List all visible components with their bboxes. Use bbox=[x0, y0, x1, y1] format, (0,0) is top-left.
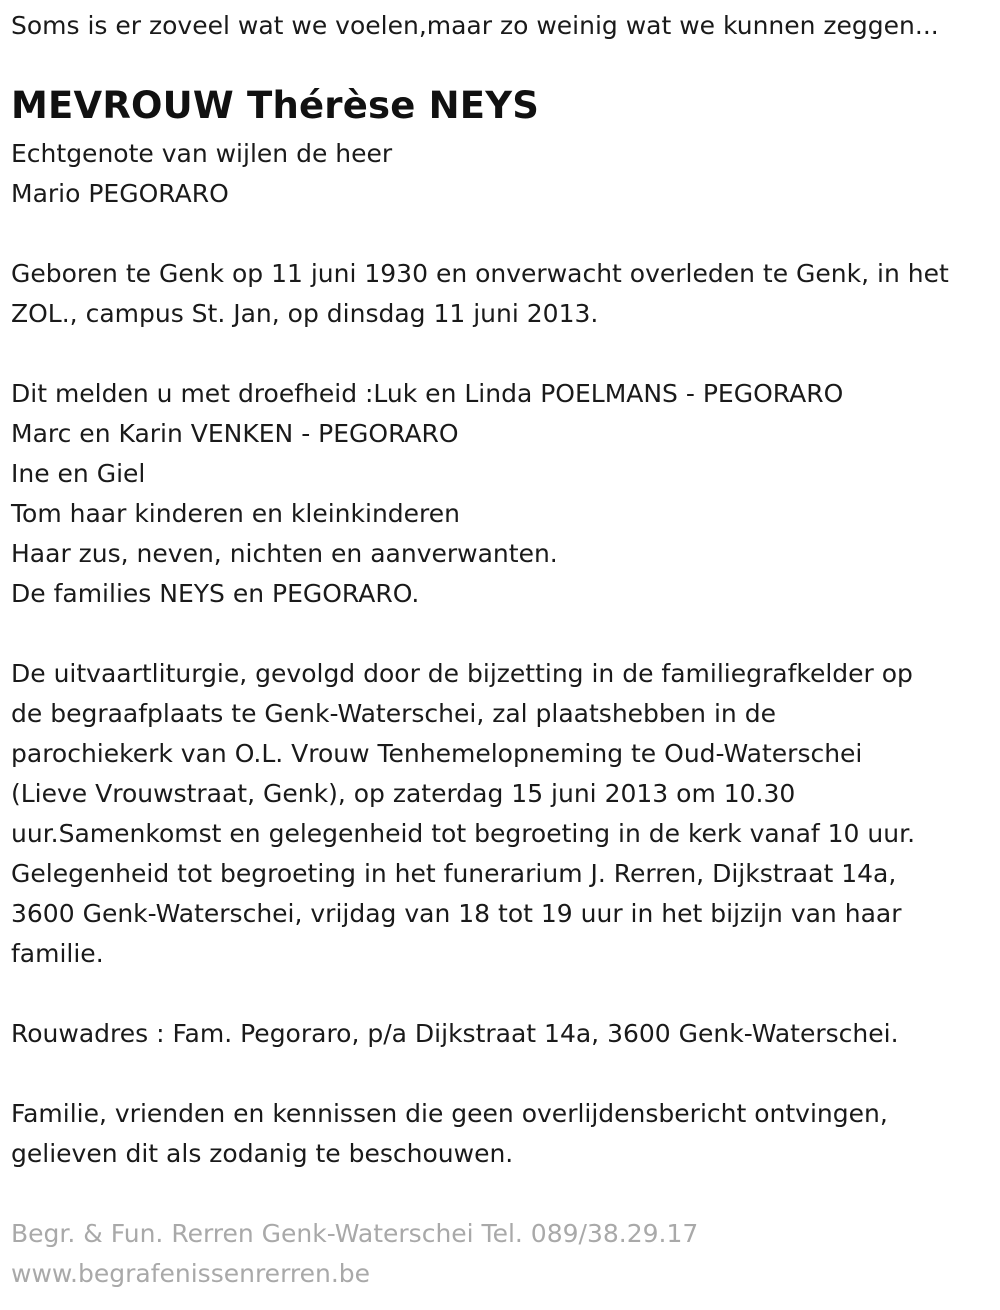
funeral-line: de begraafplaats te Genk-Waterschei, zal plaatshebben in de bbox=[11, 699, 776, 728]
family-line: Ine en Giel bbox=[11, 459, 146, 488]
notice-line: Familie, vrienden en kennissen die geen overlijdensbericht ontvingen, bbox=[11, 1099, 888, 1128]
motto-text: Soms is er zoveel wat we voelen,maar zo weinig wat we kunnen zeggen... bbox=[11, 11, 939, 40]
funeral-line: Gelegenheid tot begroeting in het funerarium J. Rerren, Dijkstraat 14a, bbox=[11, 859, 897, 888]
spouse-section bbox=[11, 134, 392, 214]
funeral-home-footer bbox=[11, 1214, 698, 1294]
funeral-section bbox=[11, 654, 915, 974]
funeral-line: (Lieve Vrouwstraat, Genk), op zaterdag 15 juni 2013 om 10.30 bbox=[11, 779, 796, 808]
deceased-name-title: MEVROUW Thérèse NEYS bbox=[11, 84, 540, 127]
funeral-line: familie. bbox=[11, 939, 104, 968]
family-line: Tom haar kinderen en kleinkinderen bbox=[11, 499, 460, 528]
birth-death-section bbox=[11, 254, 949, 334]
family-section bbox=[11, 374, 843, 614]
spouse-line: Echtgenote van wijlen de heer bbox=[11, 139, 393, 168]
notice-line: gelieven dit als zodanig te beschouwen. bbox=[11, 1139, 514, 1168]
funeral-home-website[interactable]: www.begrafenissenrerren.be bbox=[11, 1259, 371, 1288]
funeral-line: 3600 Genk-Waterschei, vrijdag van 18 tot 19 uur in het bijzijn van haar bbox=[11, 899, 902, 928]
family-line: Dit melden u met droefheid :Luk en Linda POELMANS - PEGORARO bbox=[11, 379, 844, 408]
funeral-line: uur.Samenkomst en gelegenheid tot begroeting in de kerk vanaf 10 uur. bbox=[11, 819, 916, 848]
mourning-address-section bbox=[11, 1014, 899, 1054]
family-line: De families NEYS en PEGORARO. bbox=[11, 579, 420, 608]
birth-death-line: Geboren te Genk op 11 juni 1930 en onverwacht overleden te Genk, in het bbox=[11, 259, 949, 288]
spouse-name-line: Mario PEGORARO bbox=[11, 179, 229, 208]
funeral-line: De uitvaartliturgie, gevolgd door de bijzetting in de familiegrafkelder op bbox=[11, 659, 913, 688]
notice-section bbox=[11, 1094, 888, 1174]
funeral-home-contact: Begr. & Fun. Rerren Genk-Waterschei Tel. 089/38.29.17 bbox=[11, 1219, 699, 1248]
mourning-address-line: Rouwadres : Fam. Pegoraro, p/a Dijkstraat 14a, 3600 Genk-Waterschei. bbox=[11, 1019, 899, 1048]
family-line: Marc en Karin VENKEN - PEGORARO bbox=[11, 419, 459, 448]
family-line: Haar zus, neven, nichten en aanverwanten. bbox=[11, 539, 558, 568]
funeral-line: parochiekerk van O.L. Vrouw Tenhemelopneming te Oud-Waterschei bbox=[11, 739, 863, 768]
birth-death-line: ZOL., campus St. Jan, op dinsdag 11 juni 2013. bbox=[11, 299, 599, 328]
